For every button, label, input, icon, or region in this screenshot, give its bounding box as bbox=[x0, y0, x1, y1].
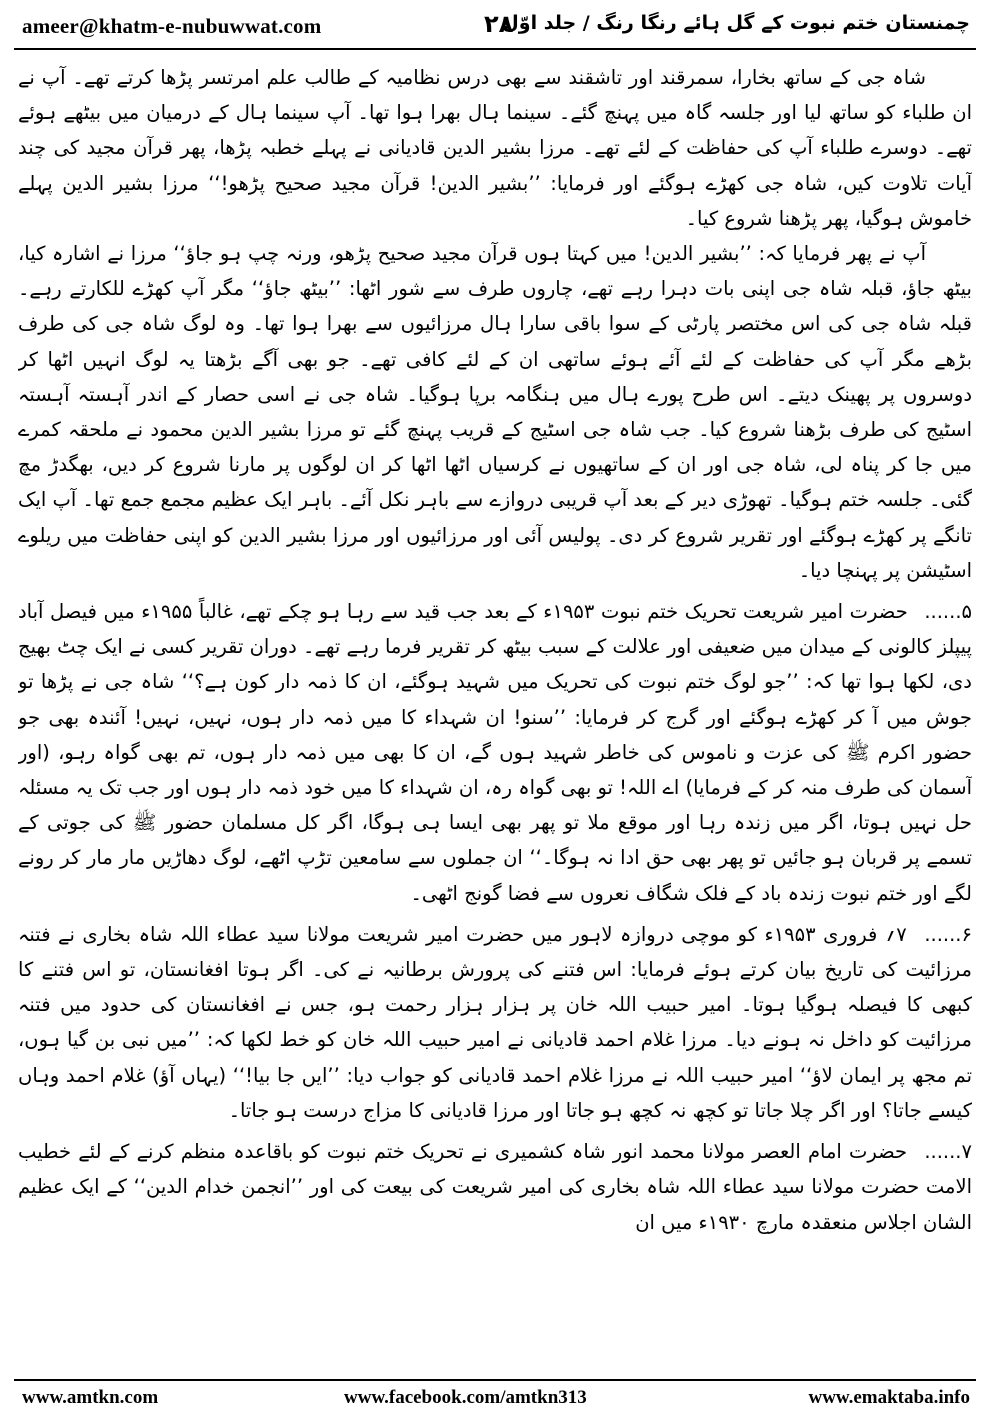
paragraph-text: شاہ جی کے ساتھ بخارا، سمرقند اور تاشقند سے بھی درس نظامیہ کے طالب علم امرتسر پڑھا کرتے تھے۔ آپ نے ان طلباء کو ساتھ لیا اور جلسہ گاہ میں پہنچ گئے۔ سینما ہال بھرا ہوا تھا۔ آپ سینما ہال کے درمیان میں بیٹھے ہوئے تھے۔ دوسرے طلباء آپ کی حفاظت کے لئے تھے۔ مرزا بشیر الدین قادیانی نے پہلے خطبہ پڑھا، پھر قرآن مجید کی چند آیات تلاوت کیں، شاہ جی کھڑے ہوگئے اور فرمایا: ’’بشیر الدین! قرآن مجید صحیح پڑھو!‘‘ مرزا بشیر الدین پہلے خاموش ہوگیا، پھر پڑھنا شروع کیا۔ bbox=[18, 66, 972, 230]
footer-link-amtkn[interactable]: www.amtkn.com bbox=[22, 1387, 159, 1408]
header-email: ameer@khatm-e-nubuwwat.com bbox=[22, 14, 322, 38]
page-footer bbox=[14, 1385, 976, 1415]
numbered-paragraph bbox=[18, 594, 972, 911]
footer-link-emaktaba[interactable]: www.emaktaba.info bbox=[808, 1387, 970, 1408]
numbered-paragraph bbox=[18, 1134, 972, 1240]
paragraph bbox=[18, 60, 972, 236]
paragraph-number: ۷...... bbox=[924, 1140, 972, 1164]
header-divider bbox=[14, 48, 976, 50]
footer-divider bbox=[14, 1379, 976, 1381]
numbered-paragraph bbox=[18, 917, 972, 1128]
paragraph-text: حضرت امیر شریعت تحریک ختم نبوت ۱۹۵۳ء کے بعد جب قید سے رہا ہو چکے تھے، غالباً ۱۹۵۵ء میں فیصل آباد پیپلز کالونی کے میدان میں ضعیفی اور علالت کے سبب بیٹھ کر تقریر فرما رہے تھے۔ دوران تقریر کسی نے ایک چٹ بھیج دی، لکھا ہوا تھا کہ: ’’جو لوگ ختم نبوت کی تحریک میں شہید ہوگئے، ان کا ذمہ دار کون ہے؟‘‘ شاہ جی نے پڑھا تو جوش میں آ کر کھڑے ہوگئے اور گرج کر فرمایا: ’’سنو! ان شہداء کا میں ذمہ دار ہوں، نہیں، نہیں! آئندہ بھی جو حضور اکرم ﷺ کی عزت و ناموس کی خاطر شہید ہوں گے، ان کا بھی میں ذمہ دار ہوں، تم بھی گواہ رہو، (اور آسمان کی طرف منہ کر کے فرمایا) اے اللہ! تو بھی گواہ رہ، ان شہداء کا میں خود ذمہ دار ہوں اور جب تک یہ مسئلہ حل نہیں ہوتا، اگر میں زندہ رہا اور موقع ملا تو پھر بھی ایسا ہی ہوگا، اگر کل مسلمان حضور ﷺ کی جوتی کے تسمے پر قربان ہو جائیں تو پھر بھی حق ادا نہ ہوگا۔‘‘ ان جملوں سے سامعین تڑپ اٹھے، لوگ دھاڑیں مار مار کر رونے لگے اور ختم نبوت زندہ باد کے فلک شگاف نعروں سے فضا گونج اٹھی۔ bbox=[18, 600, 972, 905]
paragraph-text: حضرت امام العصر مولانا محمد انور شاہ کشمیری نے تحریک ختم نبوت کو باقاعدہ منظم کرنے کے لئے خطیب الامت حضرت مولانا سید عطاء اللہ شاہ بخاری کی امیر شریعت کی بیعت کی اور ’’انجمن خدام الدین‘‘ کے ایک عظیم الشان اجلاس منعقدہ مارچ ۱۹۳۰ء میں ان bbox=[18, 1140, 972, 1234]
paragraph-text: ۷؍ فروری ۱۹۵۳ء کو موچی دروازہ لاہور میں حضرت امیر شریعت مولانا سید عطاء اللہ شاہ بخاری نے فتنہ مرزائیت کی تاریخ بیان کرتے ہوئے فرمایا: اس فتنے کی پرورش برطانیہ نے کی۔ اگر ہوتا افغانستان، تو اس فتنے کا کبھی کا فیصلہ ہوگیا ہوتا۔ امیر حبیب اللہ خان پر ہزار ہزار رحمت ہو، جس نے افغانستان کی حدود میں فتنہ مرزائیت کو داخل نہ ہونے دیا۔ مرزا غلام احمد قادیانی نے امیر حبیب اللہ خان کو خط لکھا کہ: ’’میں نبی بن گیا ہوں، تم مجھ پر ایمان لاؤ‘‘ امیر حبیب اللہ نے مرزا غلام احمد قادیانی کو جواب دیا: ’’ایں جا بیا!‘‘ (یہاں آؤ) غلام احمد وہاں کیسے جاتا؟ اور اگر چلا جاتا تو کچھ نہ کچھ ہو جاتا اور مرزا قادیانی کا مزاج درست ہو جاتا۔ bbox=[18, 922, 972, 1122]
paragraph-number: ۵...... bbox=[924, 600, 972, 624]
paragraph-number: ۶...... bbox=[924, 922, 972, 946]
paragraph bbox=[18, 236, 972, 588]
book-title: چمنستان ختم نبوت کے گل ہائے رنگا رنگ / جلد اوّل bbox=[502, 12, 970, 34]
page-body bbox=[18, 60, 972, 1372]
paragraph-text: آپ نے پھر فرمایا کہ: ’’بشیر الدین! میں کہتا ہوں قرآن مجید صحیح پڑھو، ورنہ چپ ہو جاؤ‘‘ مرزا نے اشارہ کیا، بیٹھ جاؤ، قبلہ شاہ جی اپنی بات دہرا رہے تھے، چاروں طرف سے شور اٹھا: ’’بیٹھ جاؤ‘‘ مگر آپ کھڑے للکارتے رہے۔ قبلہ شاہ جی کی اس مختصر پارٹی کے سوا باقی سارا ہال مرزائیوں سے بھرا ہوا تھا۔ وہ لوگ شاہ جی کی طرف بڑھے مگر آپ کی حفاظت کے لئے آئے ہوئے ساتھی ان کے لئے کافی تھے۔ جو بھی آگے بڑھتا یہ لوگ انہیں اٹھا کر دوسروں پر پھینک دیتے۔ اس طرح پورے ہال میں ہنگامہ برپا ہوگیا۔ شاہ جی نے اسی حصار کے اندر آہستہ آہستہ اسٹیج کی طرف بڑھنا شروع کیا۔ جب شاہ جی اسٹیج کے قریب پہنچ گئے تو مرزا بشیر الدین محمود نے ملحقہ کمرے میں جا کر پناہ لی، شاہ جی اور ان کے ساتھیوں نے کرسیاں اٹھا اٹھا کر ان لوگوں پر مارنا شروع کر دیں، بھگدڑ مچ گئی۔ جلسہ ختم ہوگیا۔ تھوڑی دیر کے بعد آپ قریبی دروازے سے باہر نکل آئے۔ باہر ایک عظیم مجمع جمع تھا۔ آپ ایک تانگے پر کھڑے ہوگئے اور تقریر شروع کر دی۔ پولیس آئی اور مرزائیوں اور مرزا بشیر الدین کو اپنی حفاظت میں ریلوے اسٹیشن پر پہنچا دیا۔ bbox=[18, 242, 972, 582]
footer-link-facebook[interactable]: www.facebook.com/amtkn313 bbox=[344, 1387, 587, 1408]
page-number: ۲۸ bbox=[484, 10, 514, 38]
page-header bbox=[14, 8, 976, 44]
